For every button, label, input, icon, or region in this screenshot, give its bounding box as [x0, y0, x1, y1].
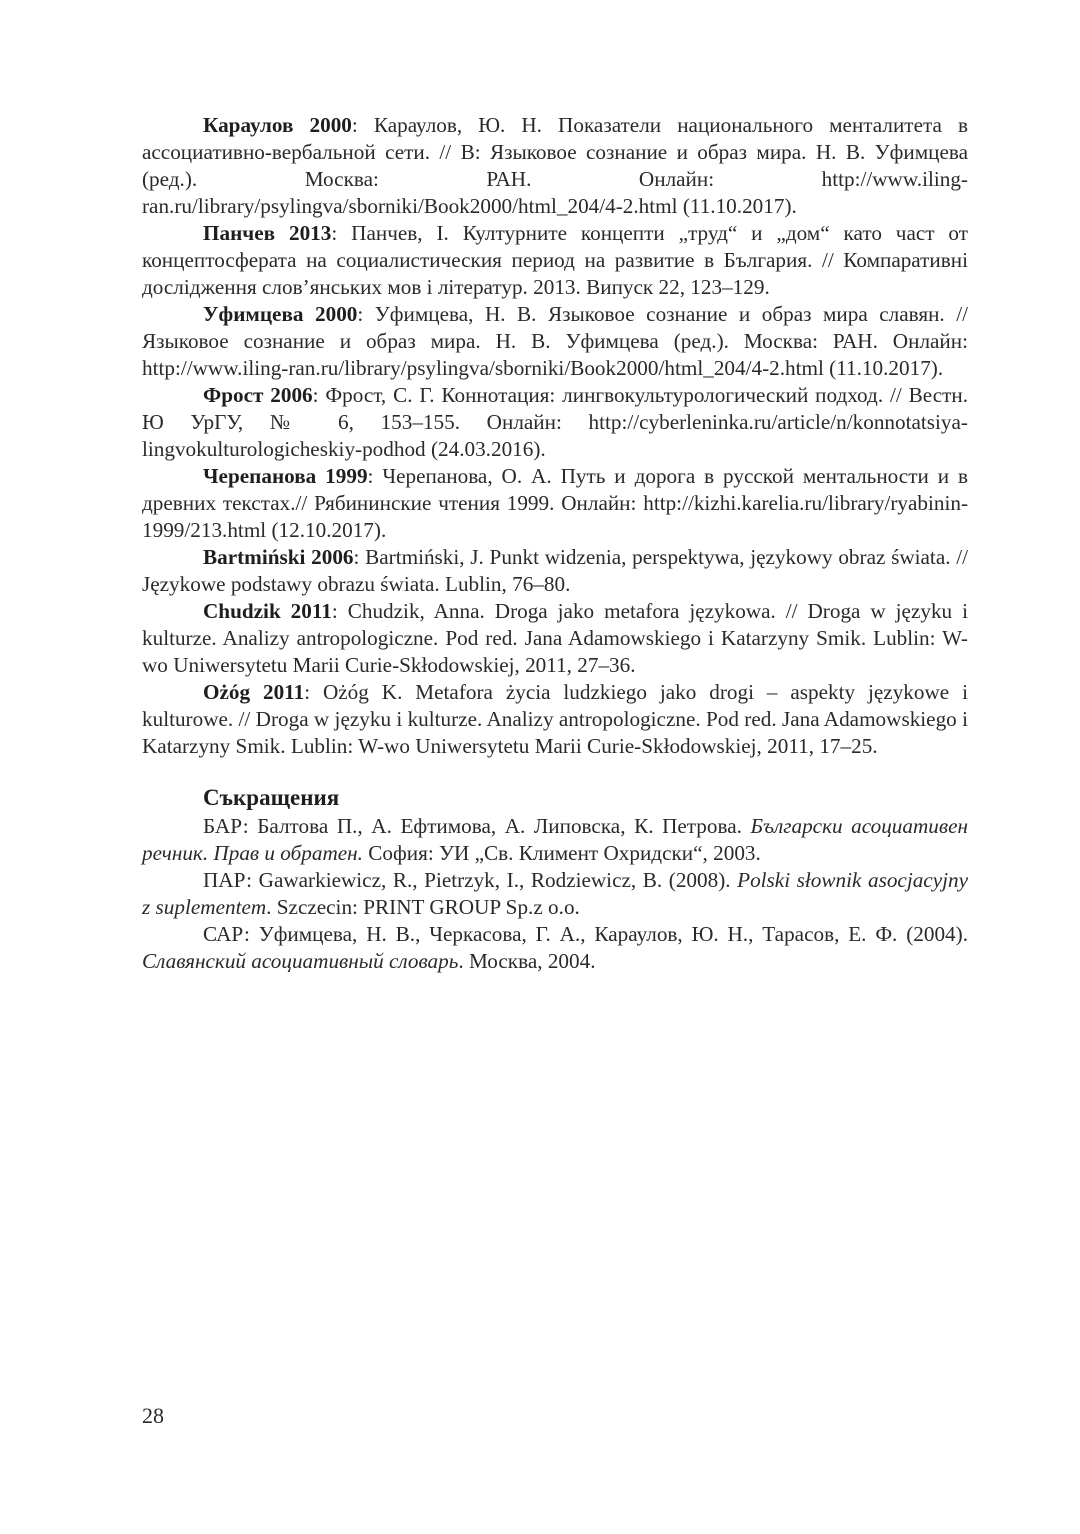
reference-entry	[142, 463, 968, 544]
abbreviation-entry	[142, 813, 968, 867]
abbreviation-lead: БАР: Балтова П., А. Ефтимова, А. Липовска, К. Петрова.	[203, 814, 751, 838]
page-content	[142, 112, 968, 975]
reference-author-key: Chudzik 2011	[203, 599, 332, 623]
abbreviation-title: Славянский асоциативный словарь	[142, 949, 459, 973]
reference-text: : Bartmiński, J. Punkt widzenia, perspektywa, językowy obraz świata. // Językowe podstawy obrazu świata. Lublin, 76–80.	[142, 545, 969, 596]
reference-author-key: Панчев 2013	[203, 221, 332, 245]
abbreviation-lead: ПАР: Gawarkiewicz, R., Pietrzyk, I., Rodziewicz, B. (2008).	[203, 868, 738, 892]
reference-author-key: Фрост 2006	[203, 383, 313, 407]
reference-text: : Караулов, Ю. Н. Показатели национального менталитета в ассоциативно-вербальной сети. // В: Языковое сознание и образ мира. Н. В. Уфимцева (ред.). Москва: РАН. Онлайн: http://www.iling-ran.ru/library/psylingva/sborniki/Book2000/html_204/4-2.html (11.10.2017).	[142, 113, 968, 218]
reference-text: : Черепанова, О. А. Путь и дорога в русской ментальности и в древних текстах.// Рябининские чтения 1999. Онлайн: http://kizhi.karelia.ru/library/ryabinin-1999/213.html (12.10.2017).	[142, 464, 968, 542]
reference-entry	[142, 544, 968, 598]
abbreviation-tail: . Москва, 2004.	[458, 949, 596, 973]
reference-text: : Фрост, С. Г. Коннотация: лингвокультурологический подход. // Вестн. Ю УрГУ, № 6, 153–155. Онлайн: http://cyberleninka.ru/article/n/konnotatsiya-lingvokulturologicheskiy-podhod (24.03.2016).	[142, 383, 968, 461]
reference-text: : Панчев, І. Културните концепти „труд“ и „дом“ като част от концептосферата на социалистическия период на развитие в България. // Компаративні дослідження слов’янських мов і літератур. 2013. Випуск 22, 123–129.	[142, 221, 969, 299]
reference-author-key: Черепанова 1999	[203, 464, 368, 488]
page-number: 28	[142, 1403, 164, 1428]
abbreviation-tail: София: УИ „Св. Климент Охридски“, 2003.	[362, 841, 761, 865]
reference-author-key: Bartmiński 2006	[203, 545, 354, 569]
abbreviation-entry	[142, 921, 968, 975]
reference-author-key: Уфимцева 2000	[203, 302, 358, 326]
abbreviation-lead: САР: Уфимцева, Н. В., Черкасова, Г. А., Караулов, Ю. Н., Тарасов, Е. Ф. (2004).	[203, 922, 968, 946]
reference-text: : Ożóg K. Metafora życia ludzkiego jako drogi – aspekty językowe i kulturowe. // Droga w języku i kulturze. Analizy antropologiczne. Pod red. Jana Adamowskiego i Katarzyny Smik. Lublin: W-wo Uniwersytetu Marii Curie-Skłodowskiej, 2011, 17–25.	[142, 680, 968, 758]
abbreviations-heading: Съкращения	[203, 785, 340, 810]
reference-entry	[142, 382, 968, 463]
reference-author-key: Караулов 2000	[203, 113, 352, 137]
reference-text: : Chudzik, Anna. Droga jako metafora językowa. // Droga w języku i kulturze. Analizy antropologiczne. Pod red. Jana Adamowskiego i Katarzyny Smik. Lublin: W-wo Uniwersytetu Marii Curie-Skłodowskiej, 2011, 27–36.	[142, 599, 968, 677]
reference-entry	[142, 301, 968, 382]
reference-author-key: Ożóg 2011	[203, 680, 305, 704]
reference-entry	[142, 112, 968, 220]
reference-entry	[142, 220, 968, 301]
abbreviation-title: Polski słownik asocjacyjny z suplementem	[142, 868, 968, 919]
reference-text: : Уфимцева, Н. В. Языковое сознание и образ мира славян. // Языковое сознание и образ мира. Н. В. Уфимцева (ред.). Москва: РАН. Онлайн: http://www.iling-ran.ru/library/psylingva/sborniki/Book2000/html_204/4-2.html (11.10.2017).	[142, 302, 968, 380]
reference-entry	[142, 598, 968, 679]
abbreviation-entry	[142, 867, 968, 921]
reference-entry	[142, 679, 968, 760]
abbreviation-tail: . Szczecin: PRINT GROUP Sp.z o.o.	[266, 895, 580, 919]
abbreviation-title: Български асоциативен речник. Прав и обратен.	[142, 814, 969, 865]
